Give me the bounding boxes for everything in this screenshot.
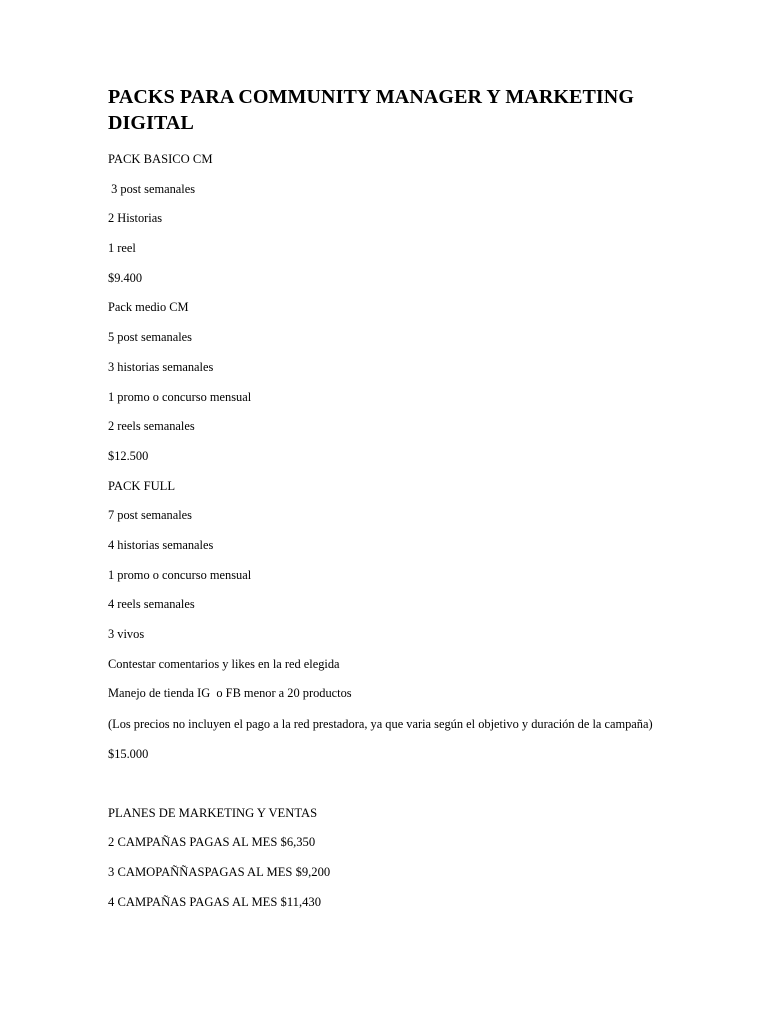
pack-medio-item: 5 post semanales	[108, 330, 192, 345]
pack-basico-item: 2 Historias	[108, 211, 163, 226]
pack-medio-item: 3 historias semanales	[108, 359, 214, 374]
pack-full-item: 3 vivos	[108, 627, 145, 641]
pack-full-heading: PACK FULL	[108, 478, 176, 493]
section-gap	[108, 777, 668, 806]
pack-basico-heading: PACK BASICO CM	[108, 152, 213, 166]
document-title: PACKS PARA COMMUNITY MANAGER Y MARKETING DIGITAL	[108, 86, 635, 134]
pack-medio-item: 2 reels semanales	[108, 419, 195, 434]
pack-full-item: Manejo de tienda IG o FB menor a 20 productos	[108, 686, 352, 701]
pack-full-item: 4 historias semanales	[108, 537, 214, 552]
planes-item: 4 CAMPAÑAS PAGAS AL MES $11,430	[108, 894, 321, 909]
pack-full-item: 4 reels semanales	[108, 597, 195, 612]
planes-heading: PLANES DE MARKETING Y VENTAS	[108, 805, 318, 820]
pack-medio-item: 1 promo o concurso mensual	[108, 389, 252, 404]
pack-full-price: $15.000	[108, 747, 149, 762]
planes-item: 3 CAMOPAÑÑASPAGAS AL MES $9,200	[108, 865, 331, 880]
pack-basico-item: 3 post semanales	[108, 181, 196, 196]
planes-item: 2 CAMPAÑAS PAGAS AL MES $6,350	[108, 835, 316, 850]
pack-basico-price: $9.400	[108, 270, 143, 285]
pack-full-item: 1 promo o concurso mensual	[108, 567, 252, 582]
pack-medio-heading: Pack medio CM	[108, 300, 189, 315]
pack-full-item: Contestar comentarios y likes en la red elegida	[108, 656, 340, 671]
pack-full-note: (Los precios no incluyen el pago a la red prestadora, ya que varia según el objetivo y duración de la campaña)	[108, 717, 653, 732]
pack-basico-item: 1 reel	[108, 241, 136, 256]
document-page	[108, 84, 668, 925]
pack-full-item: 7 post semanales	[108, 508, 192, 523]
pack-medio-price: $12.500	[108, 448, 149, 463]
